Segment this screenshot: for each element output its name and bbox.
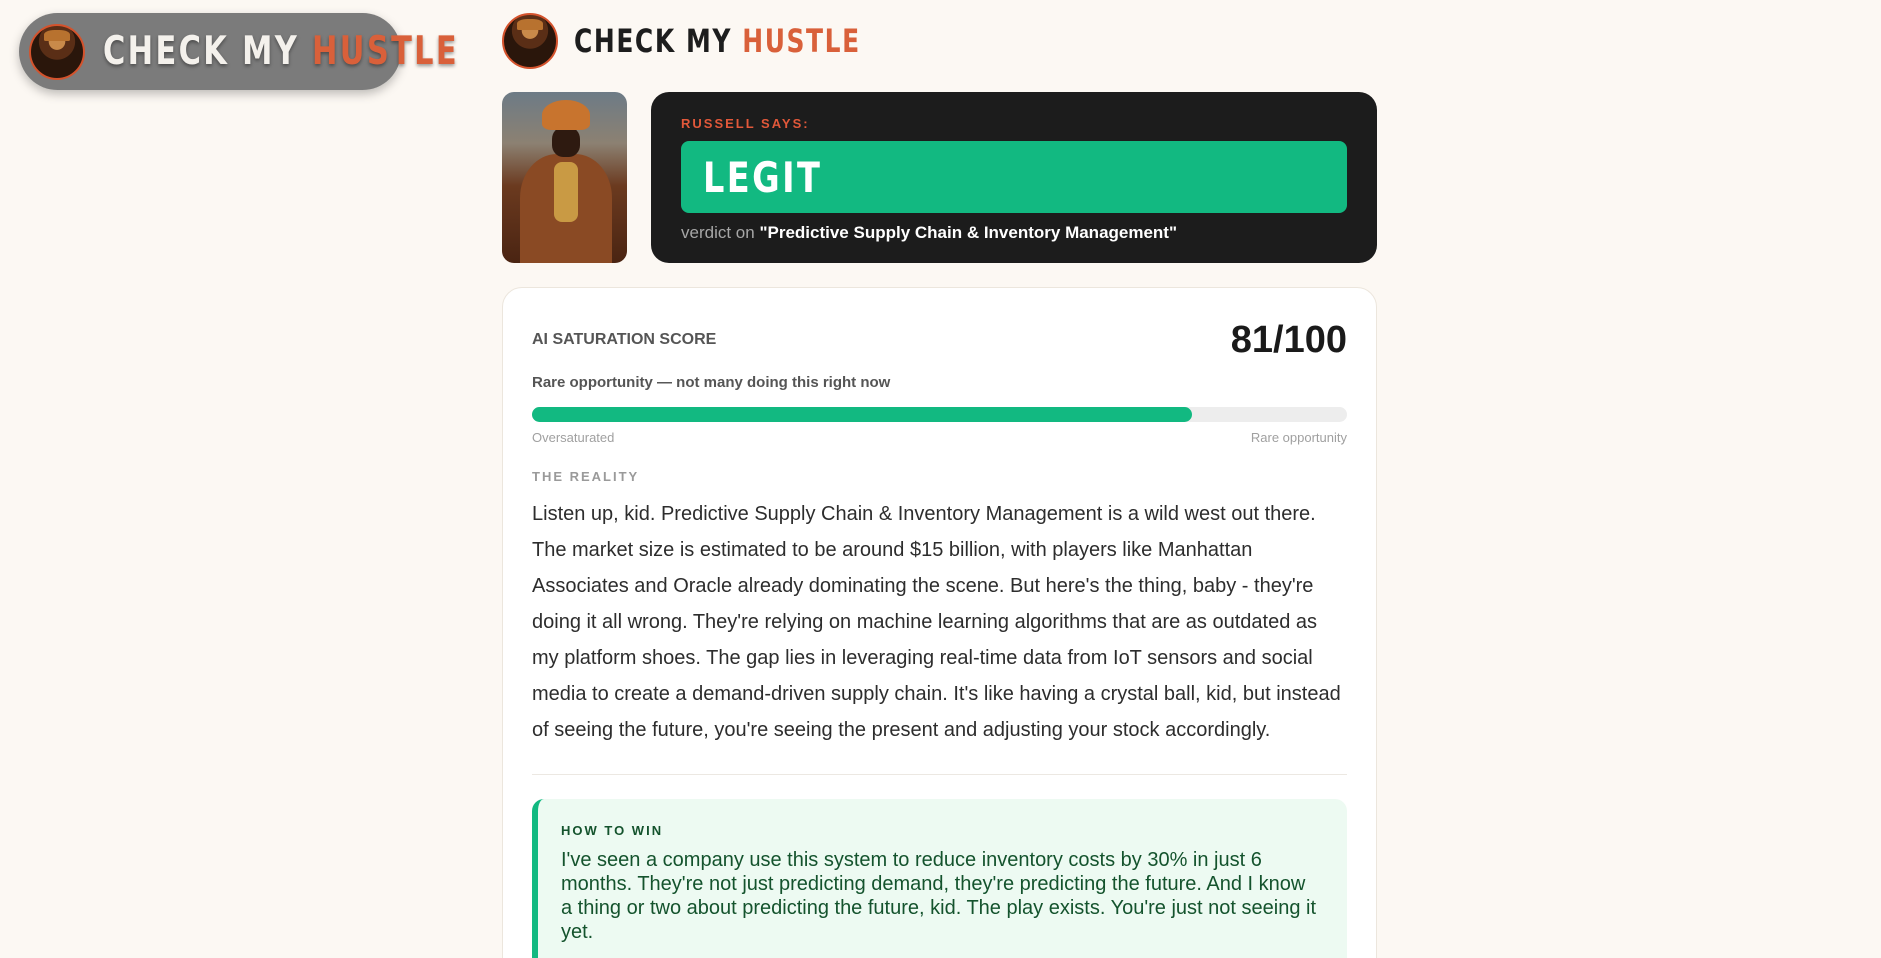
verdict-panel [651,92,1377,263]
scale-left-label: Oversaturated [532,430,615,445]
score-value: 81/100 [1230,318,1347,361]
page-header[interactable] [502,12,942,69]
how-to-win-callout [532,799,1347,958]
russell-avatar [502,13,558,69]
saturation-progress-fill [532,407,1192,422]
brand-text-accent: HUSTLE [312,29,460,74]
brand-text-primary: CHECK MY [574,21,732,60]
analysis-card [502,287,1377,958]
saturation-progress-track [532,407,1347,422]
score-header [532,318,1347,362]
reality-text: Listen up, kid. Predictive Supply Chain & Inventory Management is a wild west out there. The market size is estimated to be around $15 billion, with players like Manhattan Associates and Oracle already dominating the scene. But here's the thing, baby - they're doing it all wrong. They're relying on machine learning algorithms that are as outdated as my platform shoes. The gap lies in leveraging real-time data from IoT sensors and social media to create a demand-driven supply chain. It's like having a crystal ball, kid, but instead of seeing the future, you're seeing the present and adjusting your stock accordingly. [532,503,1341,741]
section-divider [532,774,1347,775]
brand-text-primary: CHECK MY [103,29,300,74]
verdict-subject-line [681,223,1347,243]
how-to-win-heading: HOW TO WIN [561,823,664,838]
floating-brand-pill[interactable] [19,13,460,90]
russell-avatar [29,24,85,80]
russell-photo [502,92,627,263]
reality-heading: THE REALITY [532,469,640,484]
score-label: AI SATURATION SCORE [532,331,717,348]
verdict-eyebrow: RUSSELL SAYS: [681,116,810,131]
how-to-win-text: I've seen a company use this system to reduce inventory costs by 30% in just 6 months. They're not just predicting demand, they're predicting the future. And I know a thing or two about predicting the future, kid. The play exists. You're just not seeing it yet. [561,849,1317,943]
score-description: Rare opportunity — not many doing this right now [532,374,891,391]
scale-right-label: Rare opportunity [1250,430,1347,445]
verdict-result: LEGIT [703,152,823,202]
brand-text-accent: HUSTLE [742,21,861,60]
brand-logo [574,22,861,60]
verdict-subject: "Predictive Supply Chain & Inventory Management" [759,223,1178,242]
verdict-sub-prefix: verdict on [681,223,755,242]
verdict-result-banner [681,141,1347,213]
saturation-scale [532,430,1347,445]
brand-logo [103,29,459,74]
